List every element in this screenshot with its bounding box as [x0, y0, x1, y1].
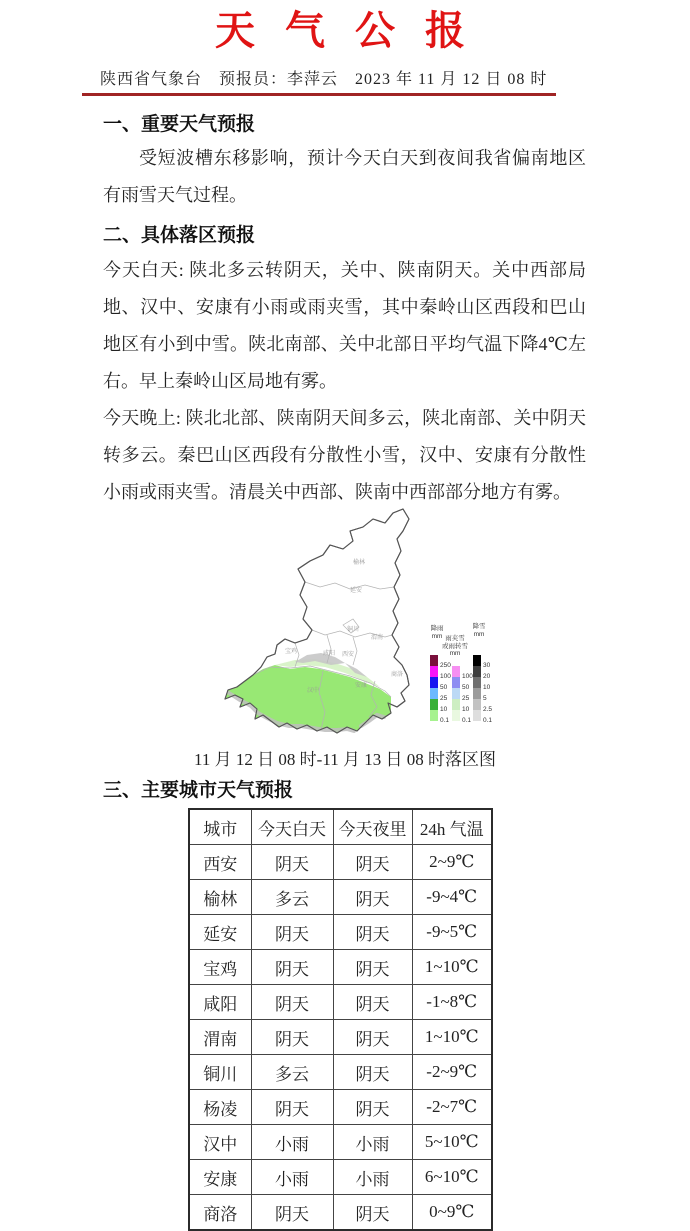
table-cell: 阴天: [333, 985, 412, 1020]
table-cell: 小雨: [333, 1125, 412, 1160]
legend-color-segment: [430, 699, 438, 710]
table-row: [189, 1020, 492, 1055]
table-header-cell: 24h 气温: [412, 809, 492, 845]
table-cell: 阴天: [251, 845, 333, 880]
table-cell: 多云: [251, 880, 333, 915]
table-cell: 杨凌: [189, 1090, 251, 1125]
table-row: [189, 880, 492, 915]
byline: 陕西省气象台 预报员：李萍云 2023 年 11 月 12 日 08 时: [100, 71, 548, 88]
forecast-area-figure: [0, 497, 690, 749]
table-row: [189, 1160, 492, 1195]
legend-snow-colorbar: [473, 655, 493, 724]
table-row: [189, 1090, 492, 1125]
table-row: [189, 845, 492, 880]
legend-tick-label: 25: [440, 695, 448, 702]
map-label: 铜川: [347, 627, 360, 633]
table-cell: 小雨: [251, 1160, 333, 1195]
table-cell: 榆林: [189, 880, 251, 915]
legend-tick-label: 10: [440, 706, 448, 713]
table-cell: 阴天: [251, 915, 333, 950]
legend-tick-label: 20: [483, 673, 491, 680]
table-cell: 阴天: [251, 950, 333, 985]
legend-color-segment: [473, 710, 481, 721]
table-cell: 1~10℃: [412, 1020, 492, 1055]
table-cell: 2~9℃: [412, 845, 492, 880]
map-label: 汉中: [307, 688, 320, 694]
section-1-heading: 一、重要天气预报: [103, 114, 256, 135]
legend-color-segment: [452, 677, 460, 688]
legend-color-segment: [430, 710, 438, 721]
table-cell: 阴天: [333, 1055, 412, 1090]
section-3-heading: 三、主要城市天气预报: [103, 780, 294, 801]
legend-tick-label: 100: [462, 673, 473, 680]
table-row: [189, 1125, 492, 1160]
table-cell: 商洛: [189, 1195, 251, 1231]
legend-tick-label: 5: [483, 695, 487, 702]
table-cell: 阴天: [251, 1090, 333, 1125]
table-cell: 阴天: [333, 845, 412, 880]
table-cell: -2~7℃: [412, 1090, 492, 1125]
legend-color-segment: [452, 699, 460, 710]
table-row: [189, 915, 492, 950]
table-header-cell: 城市: [189, 809, 251, 845]
table-cell: 小雨: [251, 1125, 333, 1160]
legend-sleet-colorbar: [452, 666, 473, 724]
legend-tick-label: 100: [440, 673, 451, 680]
table-cell: 西安: [189, 845, 251, 880]
map-label: 榆林: [353, 560, 366, 566]
legend-color-segment: [473, 666, 481, 677]
legend-tick-label: 2.5: [483, 706, 493, 713]
section-2-heading: 二、具体落区预报: [103, 225, 256, 246]
legend-tick-label: 30: [483, 662, 491, 669]
table-row: [189, 985, 492, 1020]
table-cell: 安康: [189, 1160, 251, 1195]
map-label: 渭南: [371, 635, 384, 641]
table-row: [189, 950, 492, 985]
legend-color-segment: [430, 666, 438, 677]
legend-tick-label: 50: [462, 684, 470, 691]
table-cell: 阴天: [333, 1020, 412, 1055]
legend-tick-label: 10: [483, 684, 491, 691]
table-cell: 0~9℃: [412, 1195, 492, 1231]
legend-rain-title: 降雨 mm: [430, 625, 444, 640]
table-header-cell: 今天夜里: [333, 809, 412, 845]
legend-color-segment: [473, 699, 481, 710]
legend-tick-label: 0.1: [440, 717, 450, 724]
table-cell: 5~10℃: [412, 1125, 492, 1160]
table-cell: 阴天: [251, 1195, 333, 1231]
legend-tick-label: 0.1: [462, 717, 472, 724]
table-cell: 阴天: [251, 1020, 333, 1055]
legend-color-segment: [430, 655, 438, 666]
table-cell: -9~5℃: [412, 915, 492, 950]
legend-color-segment: [473, 655, 481, 666]
header-divider: [82, 93, 556, 96]
table-cell: -9~4℃: [412, 880, 492, 915]
legend-rain-colorbar: [430, 655, 451, 724]
table-cell: 阴天: [333, 950, 412, 985]
table-cell: 阴天: [333, 915, 412, 950]
table-cell: 渭南: [189, 1020, 251, 1055]
legend-color-segment: [473, 677, 481, 688]
table-row: [189, 1055, 492, 1090]
legend-tick-label: 0.1: [483, 717, 493, 724]
table-cell: 多云: [251, 1055, 333, 1090]
table-row: [189, 1195, 492, 1231]
legend-snow-title: 降雪 mm: [472, 623, 486, 638]
legend-color-segment: [430, 688, 438, 699]
section-1-paragraph: 受短波槽东移影响，预计今天白天到夜间我省偏南地区有雨雪天气过程。: [103, 148, 586, 205]
table-cell: 6~10℃: [412, 1160, 492, 1195]
map-label: 西安: [342, 652, 355, 658]
table-cell: -1~8℃: [412, 985, 492, 1020]
section-2-paragraph-night: 今天晚上: 陕北北部、陕南阴天间多云，陕北南部、关中阴天转多云。秦巴山区西段有分散性小雪，汉中、安康有分散性小雨或雨夹雪。清晨关中西部、陕南中西部部分地方有雾。: [103, 408, 586, 502]
table-cell: -2~9℃: [412, 1055, 492, 1090]
map-label: 宝鸡: [285, 649, 298, 655]
city-weather-table: [188, 808, 493, 1231]
table-cell: 阴天: [333, 1195, 412, 1231]
map-label: 延安: [350, 588, 363, 594]
section-2-paragraph-day: 今天白天: 陕北多云转阴天，关中、陕南阴天。关中西部局地、汉中、安康有小雨或雨夹雪，其中秦岭山区西段和巴山地区有小到中雪。陕北南部、关中北部日平均气温下降4℃左右。早上秦岭山区局地有雾。: [103, 260, 586, 391]
legend-tick-label: 25: [462, 695, 470, 702]
table-header-row: [189, 809, 492, 845]
map-label: 商洛: [391, 672, 404, 678]
legend-color-segment: [452, 666, 460, 677]
table-cell: 铜川: [189, 1055, 251, 1090]
table-cell: 阴天: [333, 1090, 412, 1125]
table-cell: 1~10℃: [412, 950, 492, 985]
table-cell: 汉中: [189, 1125, 251, 1160]
table-cell: 宝鸡: [189, 950, 251, 985]
table-cell: 小雨: [333, 1160, 412, 1195]
map-caption: 11 月 12 日 08 时-11 月 13 日 08 时落区图: [194, 750, 496, 769]
table-cell: 咸阳: [189, 985, 251, 1020]
page-title: 天 气 公 报: [215, 8, 475, 53]
map-label: 咸阳: [323, 651, 336, 657]
legend-color-segment: [430, 677, 438, 688]
legend-tick-label: 10: [462, 706, 470, 713]
legend-color-segment: [452, 710, 460, 721]
table-cell: 阴天: [333, 880, 412, 915]
map-label: 安康: [355, 683, 368, 689]
legend-tick-label: 50: [440, 684, 448, 691]
legend-tick-label: 250: [440, 662, 451, 669]
legend-color-segment: [452, 688, 460, 699]
legend-sleet-title: 雨夹雪 或雨转雪 mm: [442, 635, 468, 657]
table-cell: 延安: [189, 915, 251, 950]
table-cell: 阴天: [251, 985, 333, 1020]
table-header-cell: 今天白天: [251, 809, 333, 845]
legend-color-segment: [473, 688, 481, 699]
